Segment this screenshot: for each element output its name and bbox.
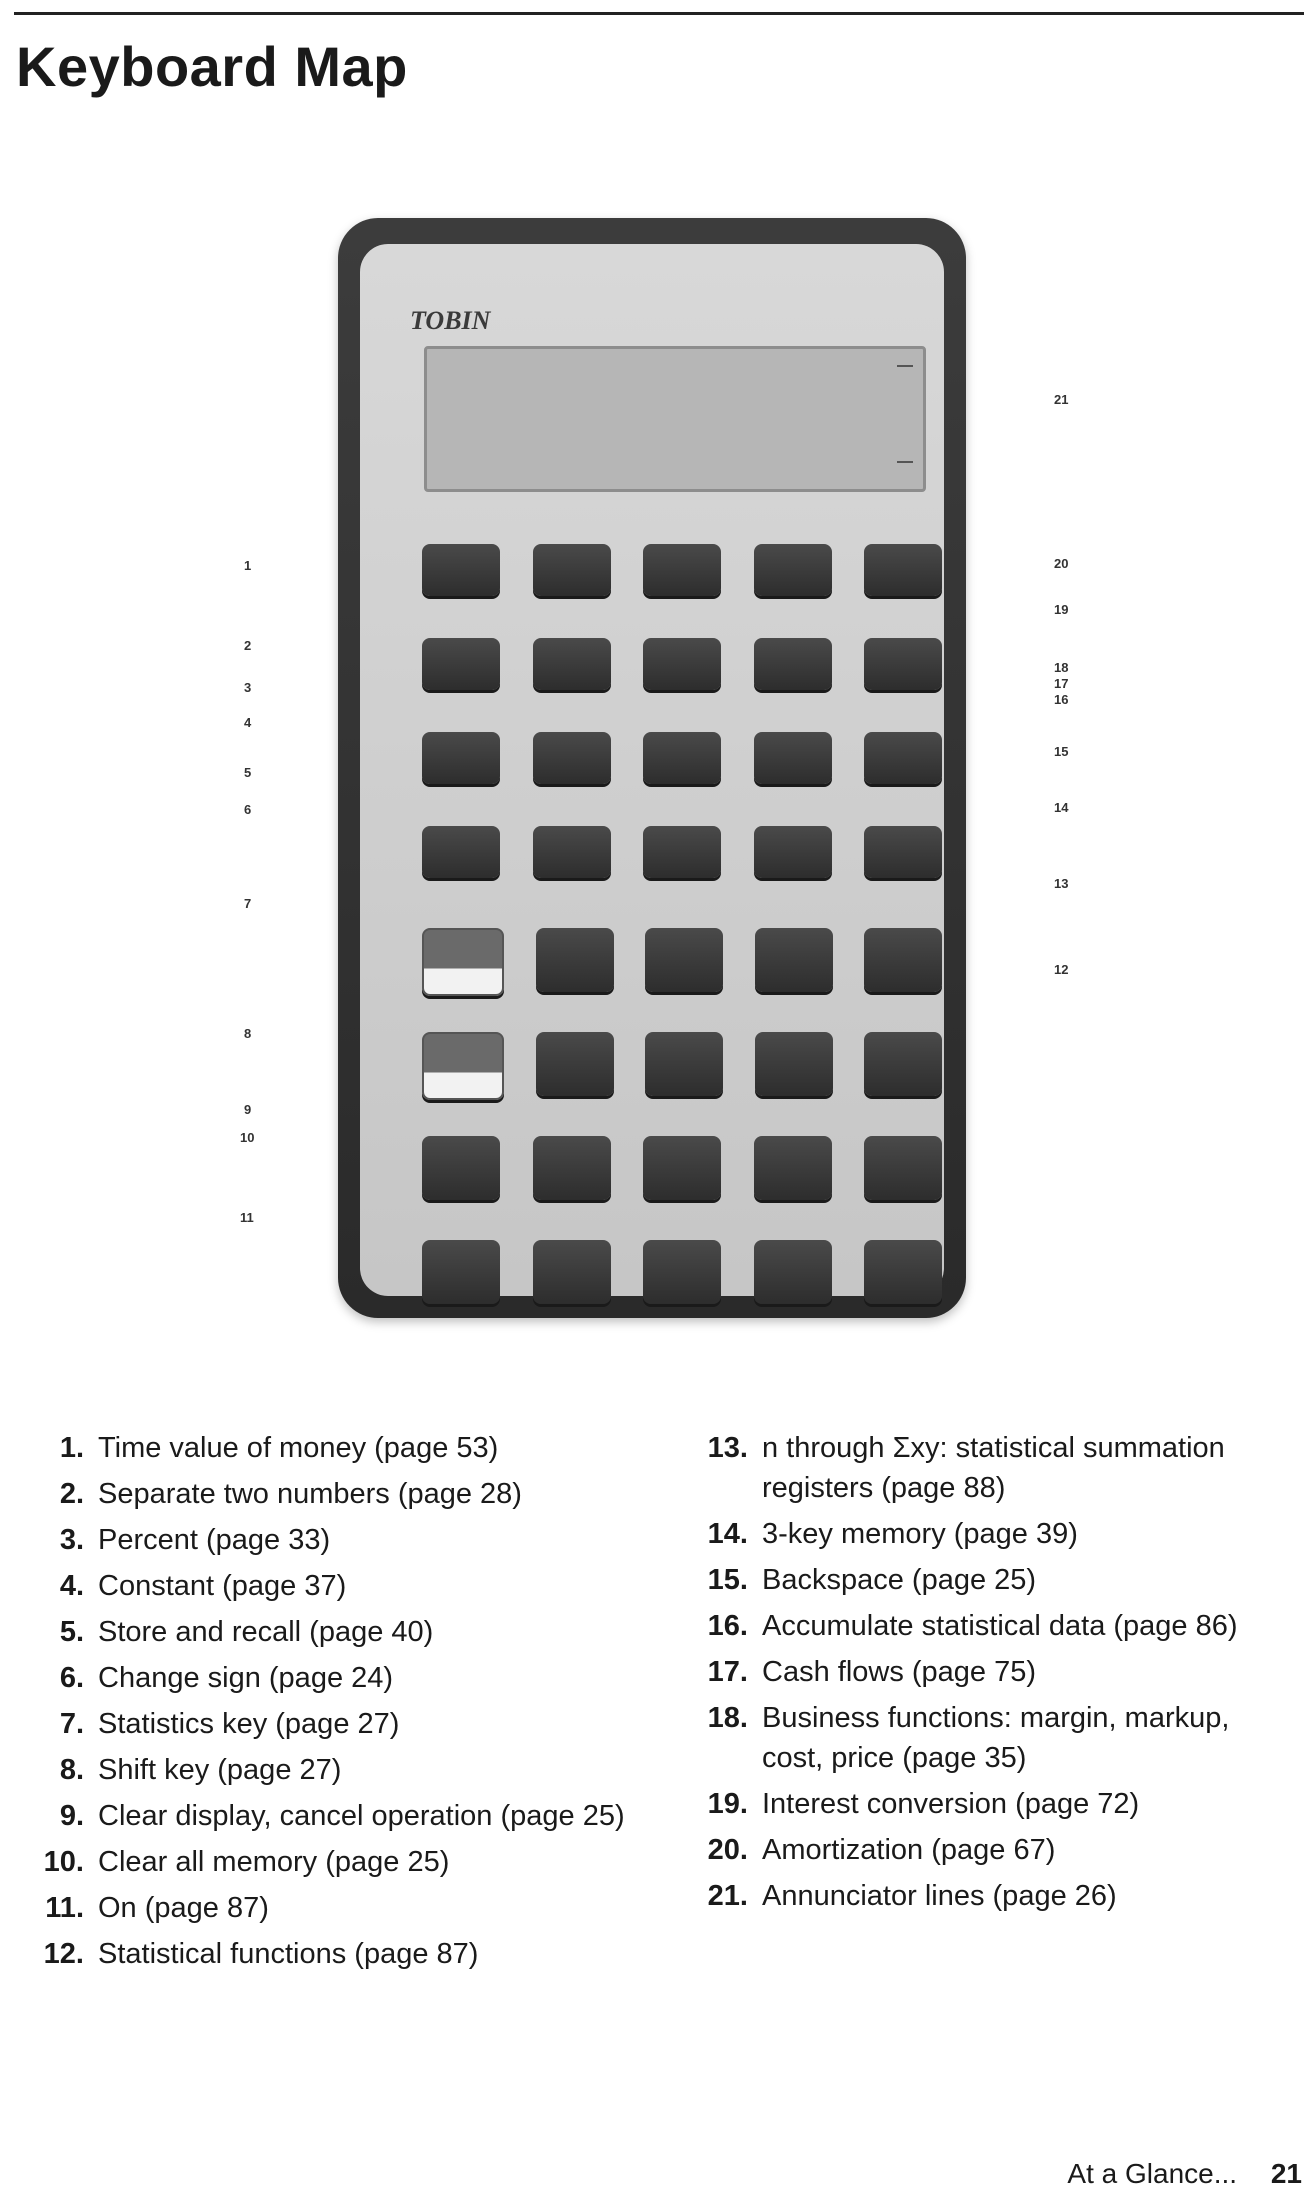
callout-4: 4 bbox=[244, 715, 252, 730]
key[interactable] bbox=[754, 1136, 832, 1200]
callout-21: 21 bbox=[1054, 392, 1069, 407]
legend-item: 19. Interest conversion (page 72) bbox=[707, 1788, 1140, 1820]
shift-key[interactable] bbox=[422, 1032, 504, 1100]
key-row bbox=[422, 1128, 942, 1232]
callout-19: 19 bbox=[1054, 602, 1069, 617]
callout-9: 9 bbox=[244, 1102, 252, 1117]
key[interactable] bbox=[533, 1240, 611, 1304]
on-key[interactable] bbox=[422, 1240, 500, 1304]
key[interactable] bbox=[645, 928, 723, 992]
legend-item: 1. Time value of money (page 53) bbox=[59, 1432, 499, 1464]
legend-item: 5. Store and recall (page 40) bbox=[59, 1616, 434, 1648]
callout-8: 8 bbox=[244, 1026, 252, 1041]
key[interactable] bbox=[864, 826, 942, 878]
key[interactable] bbox=[643, 732, 721, 784]
section-title: At a Glance... bbox=[1067, 2158, 1238, 2189]
legend-left bbox=[24, 1428, 644, 1980]
key-row bbox=[422, 544, 942, 638]
callout-20: 20 bbox=[1054, 556, 1069, 571]
calculator-figure bbox=[0, 190, 1316, 1340]
tvm-key[interactable] bbox=[864, 544, 942, 596]
callout-10: 10 bbox=[240, 1130, 255, 1145]
callout-18: 18 bbox=[1054, 660, 1069, 675]
key-row bbox=[422, 638, 942, 732]
legend-item: 8. Shift key (page 27) bbox=[59, 1754, 342, 1786]
legend-item: 4. Constant (page 37) bbox=[59, 1570, 347, 1602]
callout-16: 16 bbox=[1054, 692, 1069, 707]
page-footer bbox=[1067, 2158, 1302, 2190]
legend-item: 9. Clear display, cancel operation (page 25) bbox=[59, 1800, 625, 1832]
callout-12: 12 bbox=[1054, 962, 1069, 977]
callout-1: 1 bbox=[244, 558, 252, 573]
keypad bbox=[422, 544, 942, 1336]
key[interactable] bbox=[755, 1032, 833, 1096]
tvm-key[interactable] bbox=[422, 544, 500, 596]
annunciator-line bbox=[897, 365, 913, 367]
key[interactable] bbox=[754, 826, 832, 878]
page-title: Keyboard Map bbox=[16, 35, 408, 98]
legend-item: 10. Clear all memory (page 25) bbox=[43, 1846, 450, 1878]
key-row bbox=[422, 920, 942, 1024]
key[interactable] bbox=[754, 1240, 832, 1304]
callout-14: 14 bbox=[1054, 800, 1069, 815]
tvm-key[interactable] bbox=[754, 544, 832, 596]
key[interactable] bbox=[755, 928, 833, 992]
legend-item: 3. Percent (page 33) bbox=[59, 1524, 331, 1556]
key[interactable] bbox=[864, 1136, 942, 1200]
key[interactable] bbox=[864, 638, 942, 690]
key[interactable] bbox=[864, 1240, 942, 1304]
legend-item: 14. 3-key memory (page 39) bbox=[707, 1518, 1078, 1550]
legend-item: 2. Separate two numbers (page 28) bbox=[59, 1478, 522, 1510]
legend-item: 18. Business functions: margin, markup, cost, price (page 35) bbox=[707, 1702, 1230, 1774]
key[interactable] bbox=[422, 732, 500, 784]
lcd-display bbox=[424, 346, 926, 492]
legend-right bbox=[688, 1428, 1298, 1922]
key[interactable] bbox=[643, 638, 721, 690]
key[interactable] bbox=[864, 732, 942, 784]
key[interactable] bbox=[643, 826, 721, 878]
key[interactable] bbox=[533, 638, 611, 690]
callout-13: 13 bbox=[1054, 876, 1069, 891]
legend-item: 7. Statistics key (page 27) bbox=[59, 1708, 400, 1740]
legend-item: 16. Accumulate statistical data (page 86) bbox=[707, 1610, 1238, 1642]
callout-6: 6 bbox=[244, 802, 252, 817]
callout-5: 5 bbox=[244, 765, 252, 780]
key[interactable] bbox=[422, 638, 500, 690]
key[interactable] bbox=[536, 928, 614, 992]
callout-11: 11 bbox=[240, 1210, 254, 1225]
legend-item: 11. On (page 87) bbox=[45, 1892, 269, 1924]
key[interactable] bbox=[645, 1032, 723, 1096]
key-row bbox=[422, 826, 942, 920]
top-rule bbox=[14, 12, 1304, 15]
callout-17: 17 bbox=[1054, 676, 1069, 691]
calculator-body bbox=[338, 218, 966, 1318]
key-row bbox=[422, 1024, 942, 1128]
callout-3: 3 bbox=[244, 680, 252, 695]
callout-7: 7 bbox=[244, 896, 252, 911]
legend-item: 12. Statistical functions (page 87) bbox=[43, 1938, 479, 1970]
key[interactable] bbox=[864, 928, 942, 992]
key[interactable] bbox=[643, 1136, 721, 1200]
tvm-key[interactable] bbox=[643, 544, 721, 596]
callout-2: 2 bbox=[244, 638, 252, 653]
annunciator-line bbox=[897, 461, 913, 463]
callout-15: 15 bbox=[1054, 744, 1069, 759]
legend-item: 15. Backspace (page 25) bbox=[707, 1564, 1037, 1596]
clear-key[interactable] bbox=[422, 1136, 500, 1200]
key[interactable] bbox=[533, 826, 611, 878]
key[interactable] bbox=[754, 732, 832, 784]
key[interactable] bbox=[533, 1136, 611, 1200]
brand-label: TOBIN bbox=[410, 306, 491, 335]
key[interactable] bbox=[864, 1032, 942, 1096]
key[interactable] bbox=[754, 638, 832, 690]
legend-item: 21. Annunciator lines (page 26) bbox=[707, 1880, 1117, 1912]
legend-item: 6. Change sign (page 24) bbox=[59, 1662, 394, 1694]
legend-item: 17. Cash flows (page 75) bbox=[707, 1656, 1037, 1688]
key-row bbox=[422, 1232, 942, 1336]
calculator-face bbox=[360, 244, 944, 1296]
legend-item: 20. Amortization (page 67) bbox=[707, 1834, 1056, 1866]
key[interactable] bbox=[643, 1240, 721, 1304]
statistics-key[interactable] bbox=[422, 928, 504, 996]
page-number: 21 bbox=[1270, 2158, 1302, 2189]
legend-item: 13. n through Σxy: statistical summation registers (page 88) bbox=[707, 1432, 1225, 1504]
key[interactable] bbox=[533, 732, 611, 784]
key[interactable] bbox=[536, 1032, 614, 1096]
key[interactable] bbox=[422, 826, 500, 878]
tvm-key[interactable] bbox=[533, 544, 611, 596]
key-row bbox=[422, 732, 942, 826]
